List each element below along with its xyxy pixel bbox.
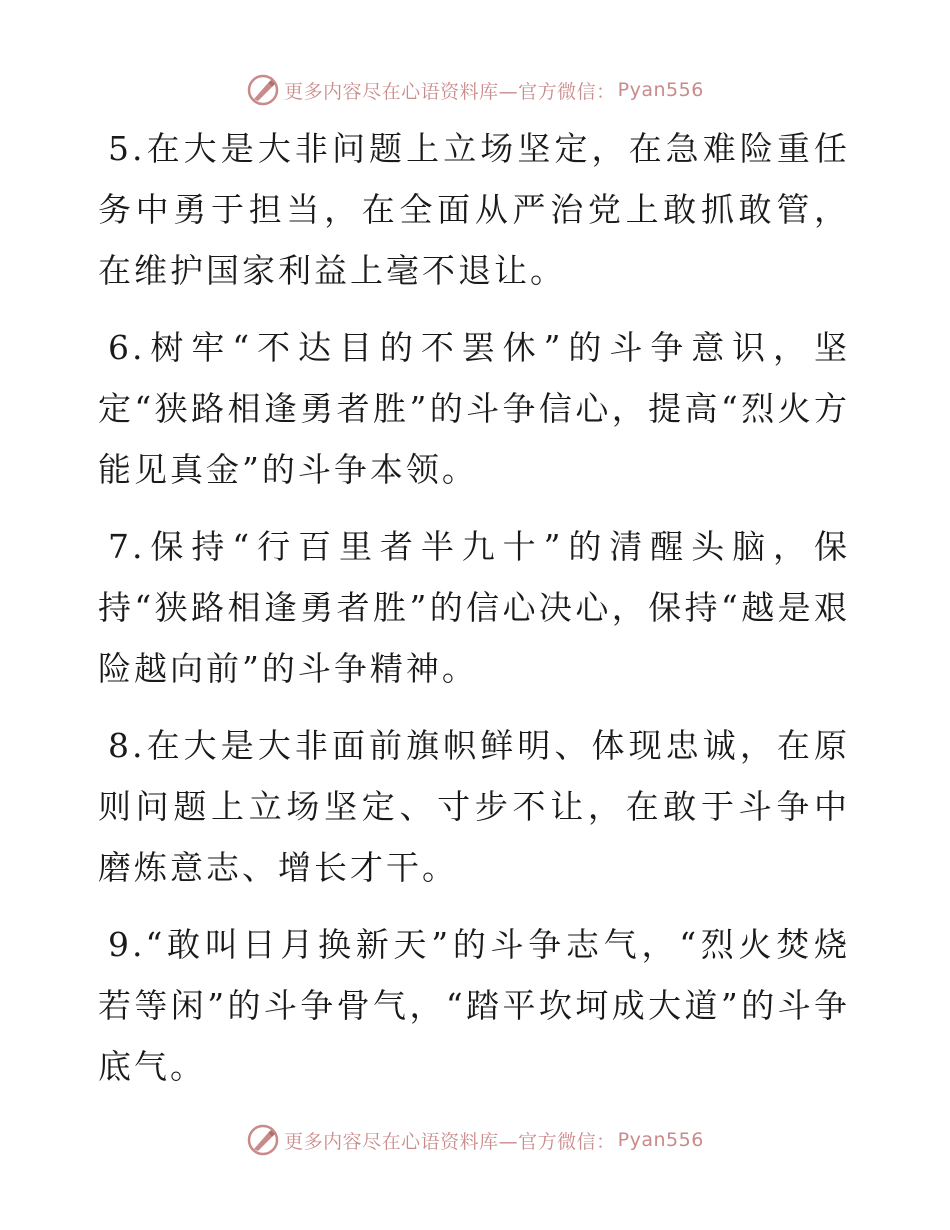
item-text: 在大是大非面前旗帜鲜明、体现忠诚，在原则问题上立场坚定、寸步不让，在敢于斗争中磨炼意志、增长才干。 (98, 726, 850, 887)
item-number: 9. (108, 925, 146, 964)
item-number: 6. (108, 328, 146, 367)
footer-watermark (0, 1120, 950, 1160)
watermark-wechat-id: Pyan556 (617, 79, 704, 101)
list-item (98, 914, 850, 1097)
item-number: 7. (108, 527, 146, 566)
item-number: 8. (108, 726, 146, 765)
watermark-text: 更多内容尽在心语资料库—官方微信： (284, 80, 616, 103)
document-body (98, 118, 850, 1113)
item-text: “敢叫日月换新天”的斗争志气，“烈火焚烧若等闲”的斗争骨气，“踏平坎坷成大道”的斗争底气。 (98, 925, 850, 1086)
list-item (98, 516, 850, 699)
list-item (98, 118, 850, 301)
item-text: 保持“行百里者半九十”的清醒头脑，保持“狭路相逢勇者胜”的信心决心，保持“越是艰险越向前”的斗争精神。 (98, 527, 850, 688)
item-text: 树牢“不达目的不罢休”的斗争意识，坚定“狭路相逢勇者胜”的斗争信心，提高“烈火方能见真金”的斗争本领。 (98, 328, 850, 489)
item-number: 5. (108, 129, 146, 168)
watermark-wechat-id: Pyan556 (617, 1129, 704, 1151)
pen-logo-icon (246, 1123, 280, 1157)
list-item (98, 715, 850, 898)
item-text: 在大是大非问题上立场坚定，在急难险重任务中勇于担当，在全面从严治党上敢抓敢管，在维护国家利益上毫不退让。 (98, 129, 850, 290)
pen-logo-icon (246, 73, 280, 107)
watermark-text: 更多内容尽在心语资料库—官方微信： (284, 1130, 616, 1153)
list-item (98, 317, 850, 500)
header-watermark (0, 70, 950, 110)
